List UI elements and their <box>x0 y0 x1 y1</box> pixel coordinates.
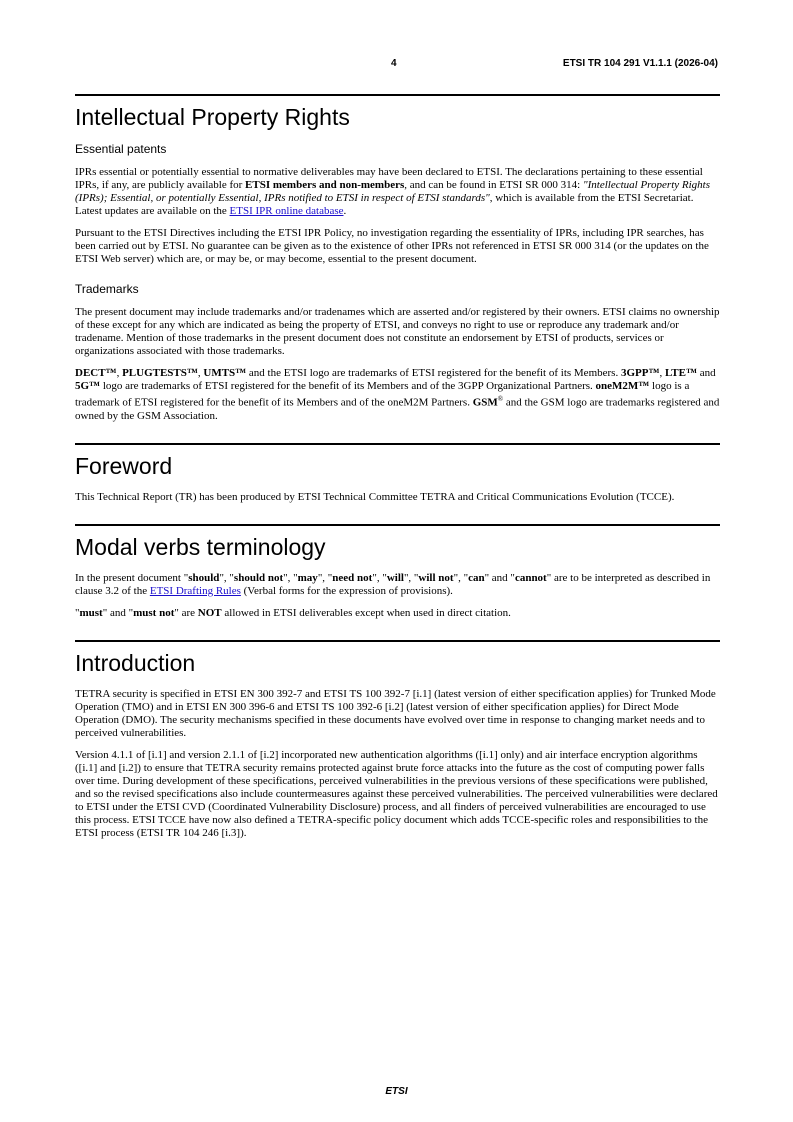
bold-run: LTE™ <box>664 367 697 379</box>
bold-run: will not <box>418 571 454 584</box>
text-run: " and " <box>484 571 515 584</box>
text-run: and <box>696 367 716 379</box>
paragraph-foreword: This Technical Report (TR) has been produced by ETSI Technical Committee TETRA and Critical Communications Evolution (TCCE). <box>75 490 675 503</box>
paragraph-introduction-1: TETRA security is specified in ETSI EN 300 392-7 and ETSI TS 100 392-7 [i.1] (latest version of either specification applies) for Trunked Mode Operation (TMO) and in ETSI EN 300 396-6 and ETSI TS 100 392-6 [i.2] (latest version of either specification applies) for Direct Mode Operation (DMO). The security mechanisms specified in these documents have evolved over time in response to changing market needs and to perceived vulnerabilities. <box>75 687 716 739</box>
page-content <box>75 94 720 849</box>
text-run: and the GSM logo are trademarks registered and owned by the GSM Association. <box>75 396 720 422</box>
bold-run: NOT <box>197 606 222 619</box>
text-run: ", " <box>317 571 333 584</box>
bold-run: PLUGTESTS™ <box>122 367 198 379</box>
section-title-introduction: Introduction <box>75 649 196 676</box>
text-run: allowed in ETSI deliverables except when used in direct citation. <box>221 606 511 619</box>
text-run: logo are trademarks of ETSI registered for the benefit of its Members and of the 3GPP Organizational Partners. <box>100 380 596 392</box>
text-run: and the ETSI logo are trademarks of ETSI registered for the benefit of its Members. <box>246 367 621 379</box>
section-title-modal-verbs: Modal verbs terminology <box>75 533 326 560</box>
paragraph-introduction-2: Version 4.1.1 of [i.1] and version 2.1.1 of [i.2] incorporated new authentication algorithms ([i.1] only) and air interface encryption algorithms ([i.1] and [i.2]) to ensure that TETRA security remains protected against brute force attacks into the future as the cost of computing power falls over time. During development of these specifications, perceived vulnerabilities in the previous versions of these specifications were published, and so the revised specifications also include countermeasures against these perceived vulnerabilities. The perceived vulnerabilities were declared to ETSI under the ETSI CVD (Coordinated Vulnerability Disclosure) process, and all finders of perceived vulnerabilities are encouraged to use this process. ETSI TCCE have now also defined a TETRA-specific policy document which adds TCCE-specific roles and responsibilities to the ETSI process (ETSI TR 104 246 [i.3]). <box>75 748 718 839</box>
bold-run: 3GPP™ <box>620 367 660 379</box>
bold-run: will <box>386 571 404 584</box>
ipr-database-link[interactable]: ETSI IPR online database <box>229 205 344 217</box>
paragraph-essential-patents-2: Pursuant to the ETSI Directives including the ETSI IPR Policy, no investigation regarding the essentiality of IPRs, including IPR searches, has been carried out by ETSI. No guarantee can be given as to the existence of other IPRs not referenced in ETSI SR 000 314 (or the updates on the ETSI Web server) which are, or may be, or may become, essential to the present document. <box>75 227 709 265</box>
section-foreword <box>75 443 720 504</box>
text-run: " and " <box>102 606 134 619</box>
text-run: , and can be found in ETSI SR 000 314: <box>404 179 583 191</box>
bold-run: need not <box>332 571 373 584</box>
text-run: ", " <box>372 571 387 584</box>
text-run: " are <box>174 606 198 619</box>
paragraph-essential-patents-1 <box>75 166 720 218</box>
section-introduction <box>75 640 720 840</box>
bold-run: should not <box>233 571 284 584</box>
subheading-essential-patents: Essential patents <box>75 142 167 156</box>
text-run: (Verbal forms for the expression of provisions). <box>240 584 453 597</box>
text-run: , <box>197 367 204 379</box>
italic-citation: "Intellectual Property Rights (IPRs); Essential, or potentially Essential, IPRs notified to ETSI in respect of ETSI standards" <box>75 179 710 204</box>
document-reference: ETSI TR 104 291 V1.1.1 (2026-04) <box>562 58 718 69</box>
bold-run: must not <box>133 606 175 619</box>
paragraph-trademarks-1: The present document may include trademarks and/or tradenames which are asserted and/or registered by their owners. ETSI claims no ownership of these except for any which are indicated as being the property of ETSI, and conveys no right to use or reproduce any trademark and/or tradename. Mention of those trademarks in the present document does not constitute an endorsement by ETSI of products, services or organizations associated with those trademarks. <box>75 306 720 357</box>
subheading-trademarks: Trademarks <box>75 282 139 296</box>
text-run: " are to be interpreted as described in clause 3.2 of the <box>75 571 711 597</box>
paragraph-trademarks-2 <box>75 367 720 423</box>
text-run: logo is a trademark of ETSI registered for the benefit of its Members and of the oneM2M Partners. <box>75 380 690 409</box>
text-run: In the present document " <box>75 571 189 584</box>
text-run: ", " <box>283 571 298 584</box>
bold-run: can <box>468 571 485 584</box>
text-run: , <box>116 367 123 379</box>
section-title-foreword: Foreword <box>75 452 173 479</box>
text-run: " <box>75 606 80 619</box>
paragraph-modal-verbs-1 <box>75 572 720 598</box>
bold-run: ETSI members and non-members <box>245 179 405 191</box>
bold-run: oneM2M™ <box>595 380 650 392</box>
bold-run: cannot <box>514 571 547 584</box>
section-modal-verbs <box>75 524 720 620</box>
bold-run: UMTS™ <box>203 367 247 379</box>
text-run: , <box>659 367 665 379</box>
registered-mark: ® <box>497 395 504 403</box>
page-footer: ETSI <box>385 1086 408 1097</box>
text-run: ", " <box>219 571 234 584</box>
drafting-rules-link[interactable]: ETSI Drafting Rules <box>149 584 241 597</box>
bold-run: must <box>79 606 103 619</box>
bold-run: should <box>188 571 220 584</box>
text-run: . <box>343 205 347 217</box>
section-title-ipr: Intellectual Property Rights <box>75 104 350 130</box>
text-run: , which is available from the ETSI Secretariat. Latest updates are available on the <box>75 192 694 217</box>
text-run: ", " <box>453 571 469 584</box>
bold-run: GSM <box>472 396 498 409</box>
text-run: ", " <box>403 571 419 584</box>
bold-run: may <box>297 571 318 584</box>
section-ipr <box>75 94 720 423</box>
bold-run: DECT™ <box>75 367 117 379</box>
paragraph-modal-verbs-2 <box>75 607 720 620</box>
bold-run: 5G™ <box>75 380 101 392</box>
text-run: IPRs essential or potentially essential to normative deliverables may have been declared to ETSI. The declarations pertaining to these essential IPRs, if any, are publicly available for <box>75 166 703 191</box>
page-number: 4 <box>391 58 397 69</box>
